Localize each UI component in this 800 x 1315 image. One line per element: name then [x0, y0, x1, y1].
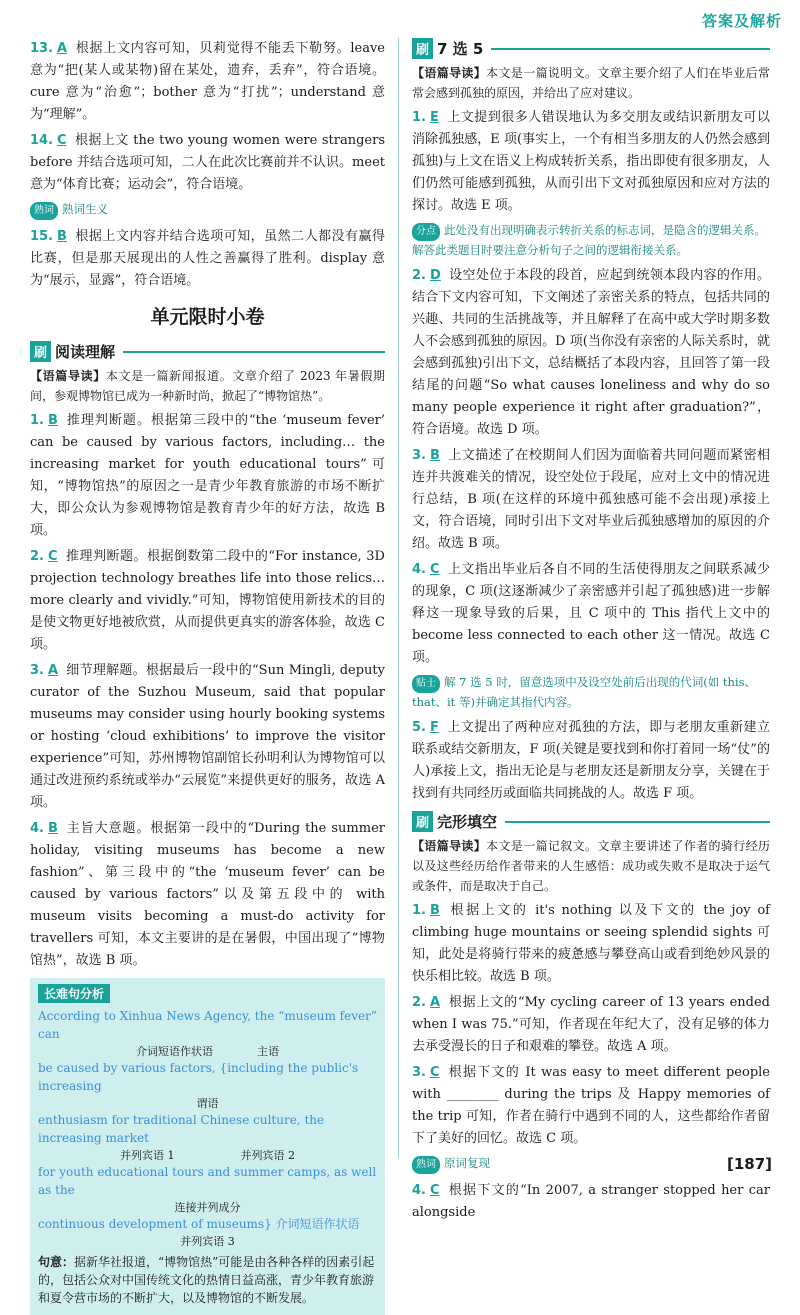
item-answer: C — [57, 133, 67, 148]
item-number: 3. — [412, 448, 426, 463]
item-number: 1. — [412, 110, 426, 125]
item-number: 4. — [30, 821, 44, 836]
tip-2 — [412, 673, 770, 711]
analysis-role: 并列宾语 3 — [180, 1235, 235, 1248]
item-number: 14. — [30, 133, 54, 148]
analysis-role: 谓语 — [196, 1097, 219, 1110]
item-answer: B — [57, 229, 67, 244]
tip-text: 此处没有出现明确表示转折关系的标志词，是隐含的逻辑关系。解答此类题目时要注意分析句子之间的逻辑衔接关系。 — [412, 223, 766, 257]
answer-13 — [30, 38, 385, 126]
seven-item-4 — [412, 559, 770, 669]
item-text: 根据下文的 It was easy to meet different people with ________ during the trips 及 Happy memories of the trip 可知，作者在骑行中遇到不同的人，这些都给作者留下了美好的回忆。故选 C 项。 — [412, 1065, 770, 1146]
item-answer: B — [429, 448, 440, 463]
right-column — [412, 38, 770, 1228]
item-text: 主旨大意题。根据第一段中的“During the summer holiday, visiting museums has become a new fashion”、第三段中的“the ‘museum fever’ can be caused by various factors”以及第五段中的 with museum visits becoming a must-do activity for travellers 可知，本文主要讲的是在暑假，中国出现了“博物馆热”，故选 B 项。 — [30, 821, 385, 968]
section-mark: 刷 — [412, 38, 433, 59]
cloze-item-4 — [412, 1180, 770, 1224]
unit-title: 单元限时小卷 — [150, 306, 265, 328]
guide-label: 【语篇导读】 — [412, 66, 487, 80]
section-title: 完形填空 — [437, 813, 498, 831]
item-number: 3. — [412, 1065, 426, 1080]
tip-badge: 分点 — [412, 223, 440, 241]
item-text: 根据上文的“My cycling career of 13 years ended when I was 75.”可知，作者现在年纪大了，没有足够的体力去承受漫长的日子和艰难的攀登。故选 A 项。 — [412, 995, 770, 1054]
item-answer: C — [47, 549, 58, 564]
item-answer: D — [429, 268, 441, 283]
item-text: 根据上文内容可知，贝莉觉得不能丢下勒努。leave 意为“把(某人或某物)留在某处，遗弃，丢弃”，符合语境。cure 意为“治愈”；bother 意为“打扰”；understand 意为“理解”。 — [30, 41, 385, 122]
item-text: 根据上文内容并结合选项可知，虽然二人都没有赢得比赛，但是那天展现出的人性之善赢得了胜利。display 意为“展示，显露”，符合语境。 — [30, 229, 385, 288]
item-text: 上文提到很多人错误地认为多交朋友或结识新朋友可以消除孤独感，E 项(事实上，一个有相当多朋友的人仍然会感到孤独)与上文在语义上构成转折关系，指出即使有很多朋友，人们仍然可能感到孤独，从而引出下文对孤独原因和应对方法的探讨。故选 E 项。 — [412, 110, 770, 213]
seven-item-3 — [412, 445, 770, 555]
seven-item-1 — [412, 107, 770, 217]
item-text: 上文指出毕业后各自不同的生活使得朋友之间联系减少的现象，C 项(这逐渐减少了亲密感并引起了孤独感)进一步解释这一现象导致的后果，且 C 项中的 This 指代上文中的 become less connected to each other 这一情况。故选 C 项。 — [412, 562, 770, 665]
reading-guide — [30, 366, 385, 406]
left-column — [30, 38, 385, 1315]
item-number: 2. — [30, 549, 44, 564]
tip-text: 解 7 选 5 时，留意选项中及设空处前后出现的代词(如 this、that、it 等)并确定其指代内容。 — [412, 675, 757, 709]
section-rule — [491, 48, 770, 50]
analysis-line: enthusiasm for traditional Chinese culture, the increasing market — [38, 1113, 325, 1145]
section-title: 阅读理解 — [55, 343, 116, 361]
note-text: 熟词生义 — [62, 202, 108, 216]
item-number: 2. — [412, 995, 426, 1010]
item-text: 根据上文的 it's nothing 以及下文的 the joy of climbing huge mountains or seeing splendid sights 可知，此处是将骑行带来的疲惫感与攀登高山或看到绝妙风景的快乐相比较。故选 B 项。 — [412, 903, 770, 984]
section-mark: 刷 — [412, 811, 433, 832]
cloze-guide — [412, 836, 770, 896]
tip-badge: 贴士 — [412, 675, 440, 693]
seven-item-5 — [412, 717, 770, 805]
guide-text: 本文是一篇说明文。文章主要介绍了人们在毕业后常常会感到孤独的原因，并给出了应对建议。 — [412, 66, 770, 100]
analysis-role: 连接并列成分 — [174, 1201, 241, 1214]
answer-14 — [30, 130, 385, 196]
analysis-role: 并列宾语 1 并列宾语 2 — [120, 1149, 295, 1162]
analysis-title: 长难句分析 — [38, 984, 110, 1003]
item-answer: F — [429, 720, 439, 735]
cloze-item-2 — [412, 992, 770, 1058]
header-title: 答案及解析 — [701, 12, 782, 30]
item-number: 4. — [412, 562, 426, 577]
note-badge: 熟词 — [30, 202, 58, 220]
note-cloze-3 — [412, 1154, 770, 1174]
reading-item-2 — [30, 546, 385, 656]
section-title: 7 选 5 — [437, 40, 484, 58]
item-number: 2. — [412, 268, 426, 283]
reading-item-4 — [30, 818, 385, 972]
item-answer: A — [57, 41, 68, 56]
analysis-line: be caused by various factors, {including the public's increasing — [38, 1061, 359, 1093]
item-number: 3. — [30, 663, 44, 678]
analysis-role: 介词短语作状语 主语 — [136, 1045, 279, 1058]
cloze-item-1 — [412, 900, 770, 988]
section-cloze-header — [412, 811, 770, 832]
sentence-analysis-box — [30, 978, 385, 1315]
item-text: 设空处位于本段的段首，应起到统领本段内容的作用。结合下文内容可知，下文阐述了亲密关系的特点，包括共同的兴趣、共同的生活挑战等，并且解释了在高中或大学时期多数人不会感到孤独的原因。D 项(当你没有亲密的人际关系时，就会感到孤独)引出下文，总结概括了本段内容，且回答了第一段结尾的问题“So what causes loneliness and why do so many people experience it right after graduation?”，符合语境。故选 D 项。 — [412, 268, 770, 437]
item-answer: A — [47, 663, 59, 678]
note-badge: 熟词 — [412, 1156, 440, 1174]
analysis-line: According to Xinhua News Agency, the “museum fever” can — [38, 1009, 377, 1041]
item-text: 推理判断题。根据倒数第二段中的“For instance, 3D projection technology breathes life into those relics… more clearly and vividly.”可知，博物馆使用新技术的目的是使文物更好地被欣赏，从而提供更真实的游客体验，故选 C 项。 — [30, 549, 385, 652]
translation-label: 句意： — [38, 1255, 75, 1269]
reading-item-3 — [30, 660, 385, 814]
item-answer: A — [429, 995, 441, 1010]
analysis-line: for youth educational tours and summer camps, as well as the — [38, 1165, 377, 1197]
guide-label: 【语篇导读】 — [412, 839, 487, 853]
item-number: 4. — [412, 1183, 426, 1198]
item-answer: C — [429, 562, 440, 577]
item-text: 根据下文的“In 2007, a stranger stopped her car alongside — [412, 1183, 770, 1220]
header-bar — [680, 0, 800, 34]
reading-item-1 — [30, 410, 385, 542]
column-divider — [398, 38, 399, 1158]
item-answer: B — [47, 821, 58, 836]
item-number: 5. — [412, 720, 426, 735]
item-answer: B — [47, 413, 58, 428]
note-14 — [30, 200, 385, 220]
seven-guide — [412, 63, 770, 103]
guide-text: 本文是一篇新闻报道。文章介绍了 2023 年暑假期间，参观博物馆已成为一种新时尚，掀起了“博物馆热”。 — [30, 369, 385, 403]
item-number: 1. — [30, 413, 44, 428]
section-mark: 刷 — [30, 341, 51, 362]
item-answer: C — [429, 1183, 440, 1198]
section-reading-header — [30, 341, 385, 362]
item-answer: C — [429, 1065, 440, 1080]
section-rule — [123, 351, 385, 353]
translation-text: 据新华社报道，“博物馆热”可能是由各种各样的因素引起的，包括公众对中国传统文化的热情日益高涨，青少年教育旅游和夏令营市场的不断扩大，以及博物馆的不断发展。 — [38, 1255, 375, 1305]
item-number: 1. — [412, 903, 426, 918]
answer-15 — [30, 226, 385, 292]
analysis-translation — [38, 1253, 377, 1307]
tip-1 — [412, 221, 770, 259]
page-number: [187] — [726, 1155, 772, 1173]
item-text: 推理判断题。根据第三段中的“the ‘museum fever’ can be caused by various factors, including… the increasing market for youth educational tours”可知，“博物馆热”的原因之一是青少年教育旅游的市场不断扩大，即公众认为参观博物馆是教育青少年的好方法，故选 B 项。 — [30, 413, 385, 538]
item-answer: B — [429, 903, 440, 918]
item-text: 细节理解题。根据最后一段中的“Sun Mingli, deputy curator of the Suzhou Museum, said that popular museums may consider using hourly booking systems or hosting ‘cloud exhibitions’ to improve the visitor experience”可知，苏州博物馆副馆长孙明利认为博物馆可以通过改进预约系统或举办“云展览”来提供更好的服务，故选 A 项。 — [30, 663, 385, 810]
seven-item-2 — [412, 265, 770, 441]
note-text: 原词复现 — [444, 1156, 490, 1170]
guide-text: 本文是一篇记叙文。文章主要讲述了作者的骑行经历以及这些经历给作者带来的人生感悟：成功或失败不是取决于运气或条件，而是取决于自己。 — [412, 839, 770, 893]
item-text: 上文提出了两种应对孤独的方法，即与老朋友重新建立联系或结交新朋友，F 项(关键是要找到和你打着同一场“仗”的人)承接上文，指出无论是与老朋友还是新朋友分享，关键在于找到有共同经历或面临共同挑战的人。故选 F 项。 — [412, 720, 770, 801]
item-text: 根据上文 the two young women were strangers before 并结合选项可知，二人在此次比赛前并不认识。meet 意为“体育比赛；运动会”，符合语境。 — [30, 133, 385, 192]
section-seven-header — [412, 38, 770, 59]
cloze-item-3 — [412, 1062, 770, 1150]
item-answer: E — [429, 110, 439, 125]
analysis-line: continuous development of museums} 介词短语作状语 — [38, 1217, 360, 1231]
section-rule — [505, 821, 770, 823]
guide-label: 【语篇导读】 — [30, 369, 106, 383]
item-number: 13. — [30, 41, 54, 56]
item-number: 15. — [30, 229, 54, 244]
item-text: 上文描述了在校期间人们因为面临着共同问题而紧密相连并共渡难关的情况，设空处位于段尾，应对上文中的情况进行总结，B 项(在这样的环境中孤独感可能不会出现)承接上文，符合语境，同时引出下文对毕业后孤独感增加的原因的介绍。故选 B 项。 — [412, 448, 770, 551]
